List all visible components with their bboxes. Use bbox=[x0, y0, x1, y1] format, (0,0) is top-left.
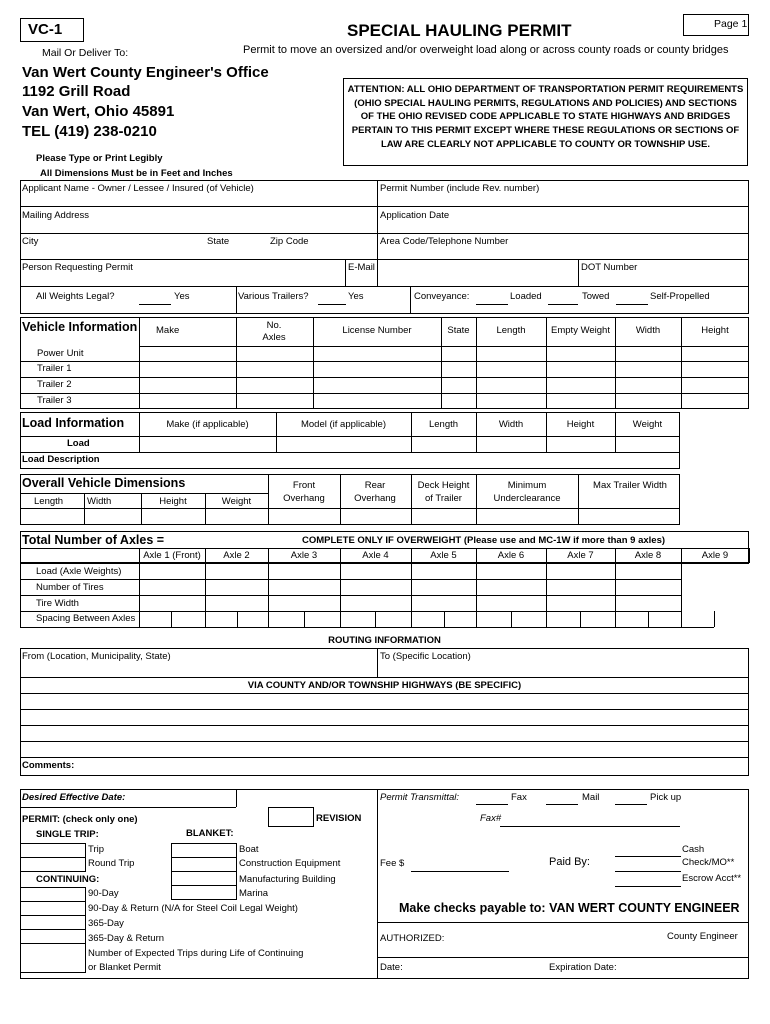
fax-number-field[interactable] bbox=[500, 826, 680, 827]
or-blanket-label: or Blanket Permit bbox=[88, 962, 161, 973]
page-number: Page 1 bbox=[714, 18, 748, 30]
check-label: Check/MO** bbox=[682, 857, 735, 868]
vehicle-length-header: Length bbox=[496, 325, 526, 336]
round-trip-label: Round Trip bbox=[88, 858, 135, 869]
dot-number-field[interactable]: DOT Number bbox=[581, 262, 638, 273]
load-length-header: Length bbox=[428, 419, 459, 430]
transmittal-fax-blank[interactable] bbox=[476, 804, 508, 805]
boat-checkbox[interactable] bbox=[171, 843, 237, 858]
email-field[interactable]: E-Mail bbox=[348, 262, 375, 273]
cash-blank[interactable] bbox=[615, 856, 681, 857]
axle-4-header: Axle 4 bbox=[362, 550, 389, 561]
axle-row-tires: Number of Tires bbox=[36, 582, 104, 593]
fee-label: Fee $ bbox=[380, 858, 405, 869]
90-day-return-checkbox[interactable] bbox=[20, 901, 86, 916]
office-name: Van Wert County Engineer's Office bbox=[22, 64, 269, 81]
vehicle-axles-header: No. Axles bbox=[262, 320, 286, 343]
applicant-section bbox=[20, 180, 749, 314]
axle-3-header: Axle 3 bbox=[290, 550, 318, 561]
routing-title: ROUTING INFORMATION bbox=[328, 635, 441, 646]
conveyance-self-propelled-blank[interactable] bbox=[616, 304, 648, 305]
conveyance-self-propelled: Self-Propelled bbox=[650, 291, 710, 302]
comments-field[interactable]: Comments: bbox=[22, 760, 75, 771]
vehicle-row-trailer-1: Trailer 1 bbox=[37, 363, 72, 374]
marina-checkbox[interactable] bbox=[171, 885, 237, 900]
axle-row-spacing: Spacing Between Axles bbox=[36, 613, 136, 624]
axle-7-header: Axle 7 bbox=[567, 550, 594, 561]
vehicle-row-trailer-3: Trailer 3 bbox=[37, 395, 72, 406]
route-via-header: VIA COUNTY AND/OR TOWNSHIP HIGHWAYS (BE SPECIFIC) bbox=[247, 680, 522, 691]
rear-overhang-header: Rear Overhang bbox=[354, 480, 396, 504]
transmittal-mail: Mail bbox=[582, 792, 600, 803]
state-field[interactable]: State bbox=[207, 236, 230, 247]
axles-total-title: Total Number of Axles = bbox=[22, 533, 165, 547]
front-overhang-header: Front Overhang bbox=[283, 480, 325, 504]
single-trip-label: SINGLE TRIP: bbox=[36, 829, 99, 840]
permit-check-label: PERMIT: (check only one) bbox=[22, 814, 138, 825]
county-engineer-label: County Engineer bbox=[667, 931, 738, 942]
permit-transmittal-label: Permit Transmittal: bbox=[380, 792, 460, 803]
load-model-header: Model (if applicable) bbox=[300, 419, 386, 430]
various-trailers-blank[interactable] bbox=[318, 304, 346, 305]
min-underclearance-header: Minimum Underclearance bbox=[493, 480, 561, 504]
marina-label: Marina bbox=[239, 888, 269, 899]
axle-6-header: Axle 6 bbox=[497, 550, 525, 561]
load-height-header: Height bbox=[566, 419, 595, 430]
transmittal-pickup: Pick up bbox=[650, 792, 682, 803]
365-day-return-checkbox[interactable] bbox=[20, 929, 86, 944]
page-title: SPECIAL HAULING PERMIT bbox=[347, 21, 572, 40]
manufacturing-checkbox[interactable] bbox=[171, 871, 237, 886]
cash-label: Cash bbox=[682, 844, 705, 855]
overall-weight-header: Weight bbox=[221, 496, 252, 507]
axle-row-tire-width: Tire Width bbox=[36, 598, 79, 609]
365-day-return-label: 365-Day & Return bbox=[88, 933, 165, 944]
load-description-field[interactable]: Load Description bbox=[22, 454, 100, 465]
transmittal-fax: Fax bbox=[511, 792, 527, 803]
all-weights-legal-blank[interactable] bbox=[139, 304, 171, 305]
conveyance-towed: Towed bbox=[582, 291, 610, 302]
office-address-1: 1192 Grill Road bbox=[22, 83, 131, 100]
all-weights-legal-yes: Yes bbox=[174, 291, 190, 302]
form-id: VC-1 bbox=[28, 21, 63, 38]
payable-note: Make checks payable to: VAN WERT COUNTY ENGINEER bbox=[399, 901, 740, 915]
overall-height-header: Height bbox=[159, 496, 187, 507]
load-make-header: Make (if applicable) bbox=[166, 419, 249, 430]
construction-checkbox[interactable] bbox=[171, 857, 237, 872]
deck-height-header: Deck Height of Trailer bbox=[417, 480, 470, 504]
mail-label: Mail Or Deliver To: bbox=[42, 47, 129, 59]
trip-checkbox[interactable] bbox=[20, 843, 86, 858]
escrow-blank[interactable] bbox=[615, 886, 681, 887]
axle-5-header: Axle 5 bbox=[430, 550, 457, 561]
expiration-date-label: Expiration Date: bbox=[549, 962, 617, 973]
90-day-label: 90-Day bbox=[88, 888, 119, 899]
vehicle-height-header: Height bbox=[701, 325, 729, 336]
various-trailers-yes: Yes bbox=[348, 291, 364, 302]
vehicle-info-title: Vehicle Information bbox=[22, 320, 138, 334]
office-address-2: Van Wert, Ohio 45891 bbox=[22, 103, 175, 120]
construction-label: Construction Equipment bbox=[239, 858, 341, 869]
conveyance-label: Conveyance: bbox=[414, 291, 470, 302]
authorized-label: AUTHORIZED: bbox=[380, 933, 445, 944]
fee-field[interactable] bbox=[411, 871, 509, 872]
365-day-checkbox[interactable] bbox=[20, 915, 86, 930]
dimensions-note: All Dimensions Must be in Feet and Inches bbox=[40, 168, 233, 179]
route-from-field[interactable]: From (Location, Municipality, State) bbox=[22, 651, 171, 662]
type-print-note: Please Type or Print Legibly bbox=[36, 153, 163, 164]
applicant-name-field[interactable]: Applicant Name - Owner / Lessee / Insured (of Vehicle) bbox=[22, 183, 254, 194]
vehicle-make-header: Make bbox=[156, 325, 180, 336]
check-blank[interactable] bbox=[615, 871, 681, 872]
person-requesting-field[interactable]: Person Requesting Permit bbox=[22, 262, 133, 273]
escrow-label: Escrow Acct** bbox=[682, 873, 742, 884]
axle-1-header: Axle 1 (Front) bbox=[143, 550, 201, 561]
overall-width-header: Width bbox=[87, 496, 112, 507]
permit-number-field[interactable]: Permit Number (include Rev. number) bbox=[380, 183, 540, 194]
90-day-return-label: 90-Day & Return (N/A for Steel Coil Legal Weight) bbox=[88, 903, 298, 914]
vehicle-license-header: License Number bbox=[342, 325, 412, 336]
various-trailers-label: Various Trailers? bbox=[238, 291, 309, 302]
all-weights-legal-label: All Weights Legal? bbox=[36, 291, 115, 302]
vehicle-row-power-unit: Power Unit bbox=[37, 348, 84, 359]
overall-dimensions-title: Overall Vehicle Dimensions bbox=[22, 476, 186, 490]
application-date-field[interactable]: Application Date bbox=[380, 210, 450, 221]
axle-2-header: Axle 2 bbox=[223, 550, 250, 561]
paid-by-label: Paid By: bbox=[549, 856, 590, 868]
office-phone: TEL (419) 238-0210 bbox=[22, 123, 157, 140]
city-field[interactable]: City bbox=[22, 236, 39, 247]
trip-label: Trip bbox=[88, 844, 105, 855]
vehicle-width-header: Width bbox=[635, 325, 661, 336]
desired-effective-date-field[interactable]: Desired Effective Date: bbox=[22, 792, 126, 803]
expected-trips-field[interactable] bbox=[20, 943, 86, 973]
blanket-label: BLANKET: bbox=[186, 828, 234, 839]
axles-overweight-note: COMPLETE ONLY IF OVERWEIGHT (Please use and MC-1W if more than 9 axles) bbox=[302, 535, 666, 546]
vehicle-row-trailer-2: Trailer 2 bbox=[37, 379, 72, 390]
continuing-label: CONTINUING: bbox=[36, 874, 100, 885]
conveyance-towed-blank[interactable] bbox=[548, 304, 578, 305]
load-info-title: Load Information bbox=[22, 416, 125, 430]
transmittal-pickup-blank[interactable] bbox=[615, 804, 647, 805]
attention-text: ATTENTION: ALL OHIO DEPARTMENT OF TRANSPORTATION PERMIT REQUIREMENTS (OHIO SPECIAL HAULING PERMITS, REGULATIONS AND POLICIES) AND SECTIONS OF THE OHIO REVISED CODE APPLICABLE TO STATE HIGHWAYS AND BRIDGES PERTAIN TO THIS PERMIT EXCEPT WHERE THESE REGULATIONS OR SECTIONS OF LAW ARE CLEARLY NOT APPLICABLE TO COUNTY OR TOWNSHIP USE. bbox=[347, 84, 744, 150]
axle-8-header: Axle 8 bbox=[634, 550, 662, 561]
vehicle-empty-weight-header: Empty Weight bbox=[551, 325, 610, 336]
axle-row-load: Load (Axle Weights) bbox=[36, 566, 122, 577]
conveyance-loaded: Loaded bbox=[510, 291, 542, 302]
route-to-field[interactable]: To (Specific Location) bbox=[380, 651, 471, 662]
phone-field[interactable]: Area Code/Telephone Number bbox=[380, 236, 509, 247]
manufacturing-label: Manufacturing Building bbox=[239, 874, 336, 885]
overall-length-header: Length bbox=[34, 496, 64, 507]
date-label: Date: bbox=[380, 962, 403, 973]
zip-field[interactable]: Zip Code bbox=[270, 236, 309, 247]
revision-label: REVISION bbox=[316, 813, 362, 824]
vehicle-state-header: State bbox=[447, 325, 470, 336]
revision-checkbox[interactable] bbox=[268, 807, 314, 827]
365-day-label: 365-Day bbox=[88, 918, 124, 929]
90-day-checkbox[interactable] bbox=[20, 887, 86, 902]
load-weight-header: Weight bbox=[632, 419, 663, 430]
transmittal-mail-blank[interactable] bbox=[546, 804, 578, 805]
mailing-address-field[interactable]: Mailing Address bbox=[22, 210, 90, 221]
conveyance-loaded-blank[interactable] bbox=[476, 304, 508, 305]
fax-number-label: Fax# bbox=[480, 813, 502, 824]
subtitle: Permit to move an oversized and/or overweight load along or across county roads or county bridges bbox=[243, 44, 729, 56]
axle-9-header: Axle 9 bbox=[701, 550, 729, 561]
round-trip-checkbox[interactable] bbox=[20, 857, 86, 872]
load-row-label: Load bbox=[67, 438, 90, 449]
load-width-header: Width bbox=[498, 419, 524, 430]
boat-label: Boat bbox=[239, 844, 259, 855]
max-trailer-width-header: Max Trailer Width bbox=[593, 480, 667, 491]
expected-trips-label: Number of Expected Trips during Life of Continuing bbox=[88, 948, 304, 959]
